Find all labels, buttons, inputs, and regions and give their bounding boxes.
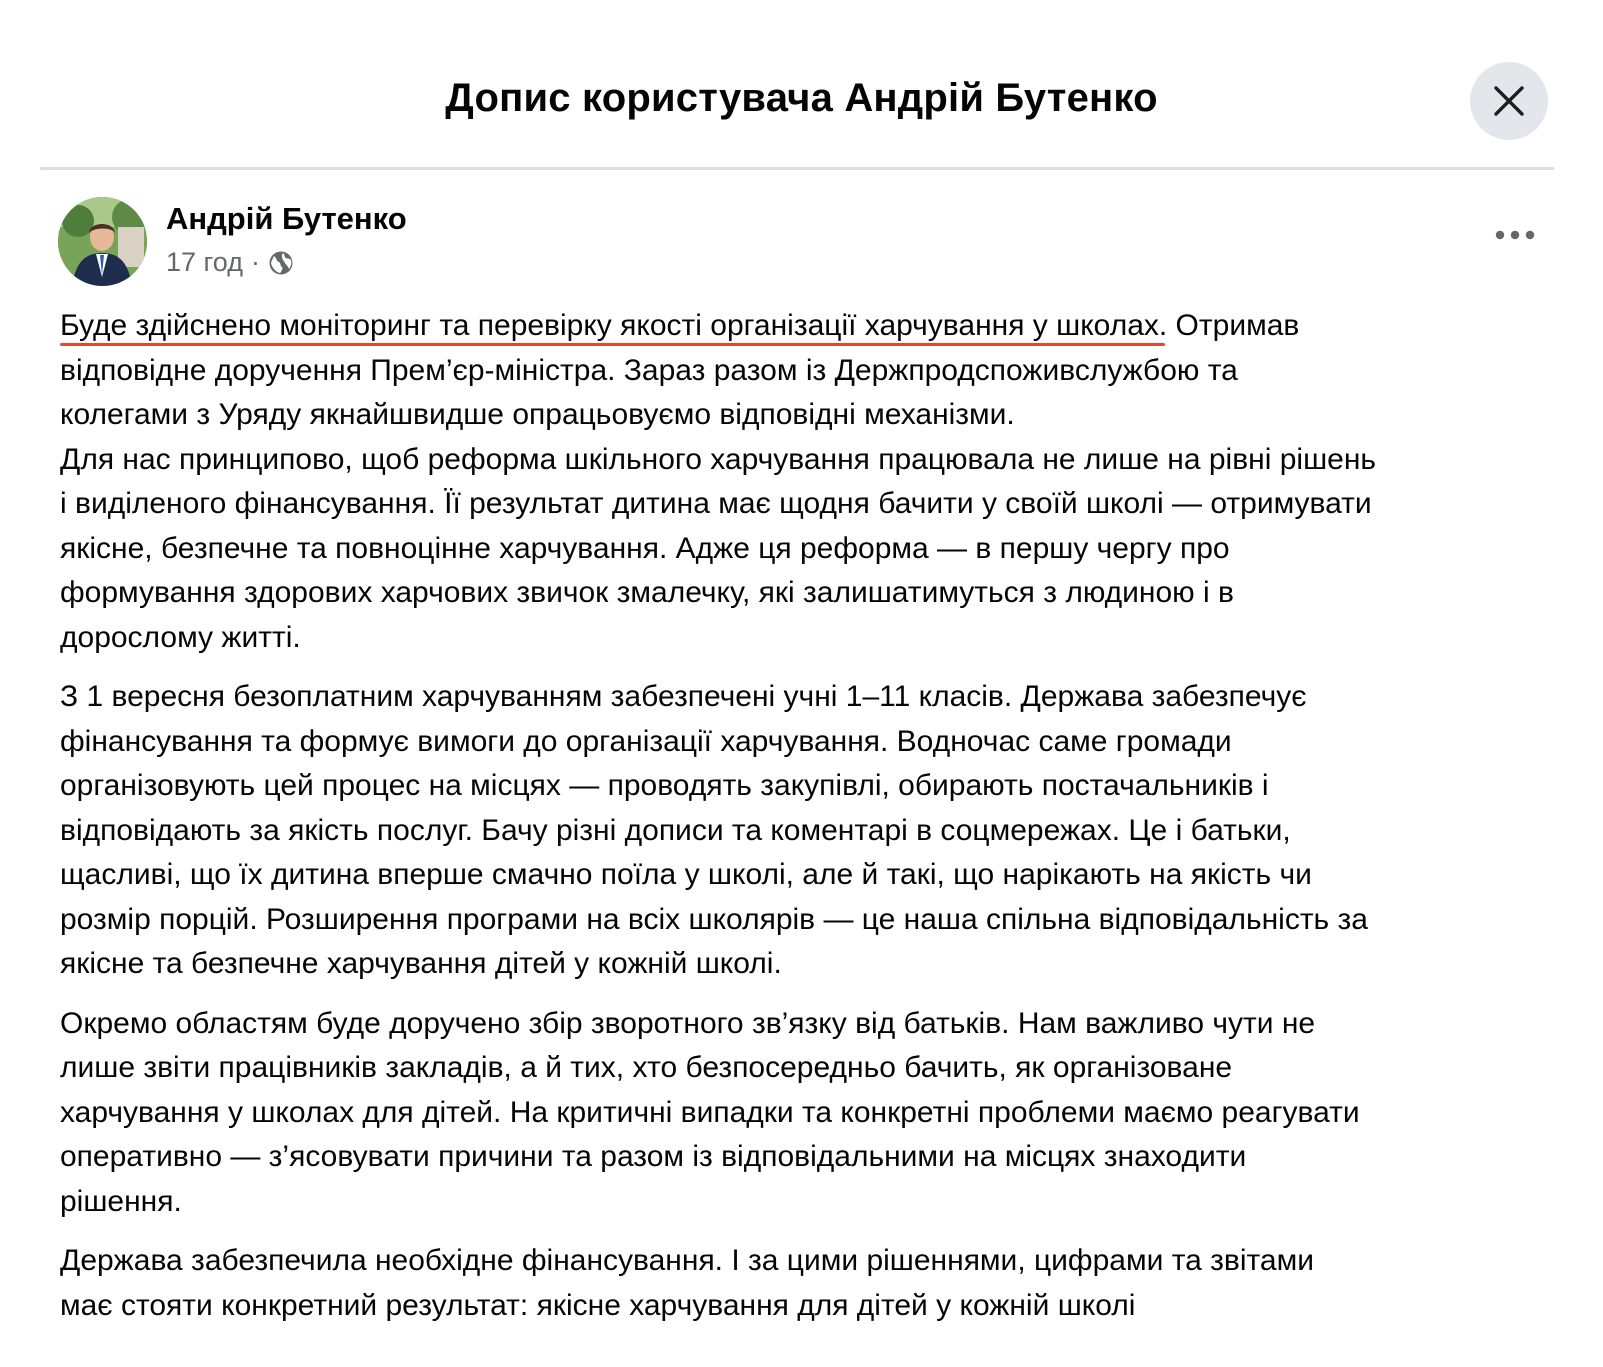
dialog-header xyxy=(0,0,1603,168)
post-line: відповідне доручення Прем’єр-міністра. Зараз разом із Держпродспоживслужбою та xyxy=(60,353,1238,387)
post-paragraph xyxy=(60,675,1560,987)
post-options-button[interactable] xyxy=(1488,215,1542,255)
post-line: формування здорових харчових звичок змалечку, які залишатимуться з людиною і в xyxy=(60,576,1234,609)
post-line: Окремо областям буде доручено збір зворотного зв’язку від батьків. Нам важливо чути не xyxy=(60,1006,1316,1040)
post-text xyxy=(60,304,1560,1343)
post-line: організовують цей процес на місцях — проводять закупівлі, обирають постачальників і xyxy=(60,769,1269,802)
avatar-photo-icon xyxy=(58,197,147,286)
meta-separator: · xyxy=(250,247,260,277)
avatar[interactable] xyxy=(58,197,147,286)
post-line: розмір порцій. Розширення програми на всіх школярів — це наша спільна відповідальність за xyxy=(60,902,1368,936)
post-time[interactable]: 17 год xyxy=(166,247,243,277)
post-line: якісне, безпечне та повноцінне харчування. Адже ця реформа — в першу чергу про xyxy=(60,531,1230,565)
post-line: Держава забезпечила необхідне фінансування. І за цими рішеннями, цифрами та звітами xyxy=(60,1244,1314,1277)
line-rest: . Отримав xyxy=(1158,309,1300,342)
close-icon xyxy=(1492,84,1526,118)
post-line: оперативно — з’ясовувати причини та разом із відповідальними на місцях знаходити xyxy=(60,1140,1247,1173)
dialog-title: Допис користувача Андрій Бутенко xyxy=(445,76,1158,120)
post-paragraph xyxy=(60,304,1560,660)
post-line xyxy=(60,304,1560,349)
post-meta xyxy=(166,247,294,278)
post-line: фінансування та формує вимоги до організації харчування. Водночас саме громади xyxy=(60,724,1232,758)
post-line: відповідають за якість послуг. Бачу різні дописи та коментарі в соцмережах. Це і батьки, xyxy=(60,813,1291,847)
highlighted-phrase xyxy=(60,304,1159,349)
globe-icon[interactable] xyxy=(268,250,294,276)
author-name[interactable]: Андрій Бутенко xyxy=(166,201,407,236)
post-line: дорослому житті. xyxy=(60,620,301,654)
highlighted-text: Буде здійснено моніторинг та перевірку якості організації харчування у школах xyxy=(60,309,1159,342)
red-underline xyxy=(60,343,1165,346)
header-divider xyxy=(40,167,1554,170)
post-line: щасливі, що їх дитина вперше смачно поїла у школі, але й такі, що нарікають на якість чи xyxy=(60,858,1312,891)
post-line: колегами з Уряду якнайшвидше опрацьовуємо відповідні механізми. xyxy=(60,398,1015,431)
post-line: рішення. xyxy=(60,1184,182,1218)
close-button[interactable] xyxy=(1470,62,1548,140)
post-line: Для нас принципово, щоб реформа шкільного харчування працювала не лише на рівні рішень xyxy=(60,442,1377,476)
post-line: харчування у школах для дітей. На критичні випадки та конкретні проблеми маємо реагувати xyxy=(60,1095,1360,1129)
post-author-row xyxy=(58,197,1548,289)
post-paragraph xyxy=(60,1239,1560,1328)
post-line: якісне та безпечне харчування дітей у кожній школі. xyxy=(60,947,782,980)
post-line: лише звіти працівників закладів, а й тих, хто безпосередньо бачить, як організоване xyxy=(60,1051,1233,1084)
post-line: має стояти конкретний результат: якісне харчування для дітей у кожній школі xyxy=(60,1288,1136,1322)
post-line: З 1 вересня безоплатним харчуванням забезпечені учні 1–11 класів. Держава забезпечує xyxy=(60,680,1307,713)
post-paragraph xyxy=(60,1002,1560,1225)
more-horizontal-icon xyxy=(1495,230,1535,240)
post-line: і виділеного фінансування. Її результат дитина має щодня бачити у своїй школі — отримувати xyxy=(60,487,1372,520)
